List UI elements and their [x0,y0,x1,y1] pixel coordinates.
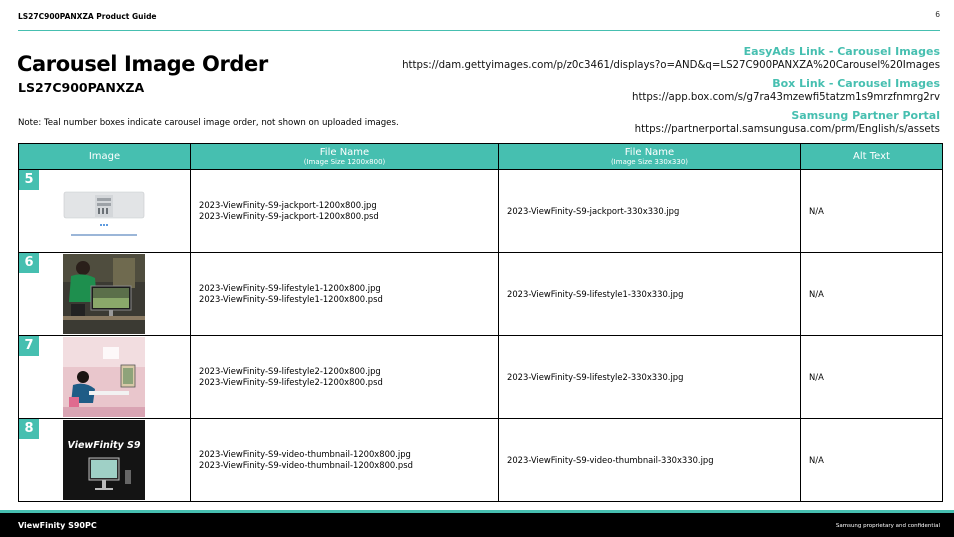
image-cell [19,336,191,419]
file-name-small-cell [499,170,801,253]
top-divider [18,30,940,31]
link-url-box[interactable]: https://app.box.com/s/g7ra43mzewfi5tatzm1s9mrzfnmrg2rv [631,92,940,103]
video-thumbnail-title: ViewFinity S9 [67,440,141,451]
links-panel [402,45,940,141]
header-file-large-label: File Name [319,147,370,158]
file-name-large-cell [191,170,499,253]
file-name-large-cell [191,336,499,419]
alt-text: N/A [809,371,824,382]
file-name-small-cell [499,419,801,502]
file-small: 2023-ViewFinity-S9-video-thumbnail-330x330.jpg [507,454,714,465]
link-block-partner-portal [402,109,940,137]
header-file-large-size: (Image Size 1200x800) [303,158,386,166]
order-badge: 6 [19,253,39,273]
alt-text-cell [801,253,943,336]
link-title-partner-portal: Samsung Partner Portal [791,109,940,122]
alt-text: N/A [809,454,824,465]
header-alt-text [801,144,943,170]
file-jpg: 2023-ViewFinity-S9-video-thumbnail-1200x800.jpg [199,449,411,459]
file-jpg: 2023-ViewFinity-S9-lifestyle1-1200x800.jpg [199,283,381,293]
link-title-easyads: EasyAds Link - Carousel Images [743,45,940,58]
link-url-partner-portal[interactable]: https://partnerportal.samsungusa.com/prm/English/s/assets [634,124,940,135]
alt-text-cell [801,419,943,502]
order-badge: 5 [19,170,39,190]
link-url-easyads[interactable]: https://dam.gettyimages.com/p/z0c3461/displays?o=AND&q=LS27C900PANXZA%20Carousel%20Images [402,60,940,71]
order-badge: 7 [19,336,39,356]
file-psd: 2023-ViewFinity-S9-video-thumbnail-1200x800.psd [199,460,413,470]
footer-product: ViewFinity S90PC [18,521,97,530]
table-row [19,170,943,253]
file-name-large-cell [191,419,499,502]
footer-confidential: Samsung proprietary and confidential [835,523,940,529]
image-cell [19,170,191,253]
file-jpg: 2023-ViewFinity-S9-lifestyle2-1200x800.jpg [199,366,381,376]
table-row [19,336,943,419]
footer-bar [0,510,954,537]
carousel-table [18,143,943,502]
file-psd: 2023-ViewFinity-S9-lifestyle1-1200x800.psd [199,294,383,304]
jackport-thumbnail [61,180,147,244]
table-row [19,419,943,502]
alt-text: N/A [809,205,824,216]
table-row [19,253,943,336]
file-name-small-cell [499,253,801,336]
header-image-label: Image [88,151,121,162]
file-small: 2023-ViewFinity-S9-lifestyle1-330x330.jpg [507,288,684,299]
file-psd: 2023-ViewFinity-S9-jackport-1200x800.psd [199,211,379,221]
page-number: 6 [935,10,940,19]
link-block-box [402,77,940,105]
file-small: 2023-ViewFinity-S9-jackport-330x330.jpg [507,205,680,216]
header-file-small-size: (Image Size 330x330) [610,158,689,166]
order-badge: 8 [19,419,39,439]
file-name-small-cell [499,336,801,419]
image-cell [19,419,191,502]
link-title-box: Box Link - Carousel Images [772,77,940,90]
alt-text-cell [801,170,943,253]
page-title: Carousel Image Order [17,52,268,76]
lifestyle2-thumbnail [63,337,145,417]
header-file-small [499,144,801,170]
model-number: LS27C900PANXZA [18,80,145,95]
video-thumbnail [63,420,145,500]
doc-title: LS27C900PANXZA Product Guide [18,12,157,21]
file-psd: 2023-ViewFinity-S9-lifestyle2-1200x800.psd [199,377,383,387]
link-block-easyads [402,45,940,73]
table-header-row [19,144,943,170]
image-cell [19,253,191,336]
alt-text: N/A [809,288,824,299]
file-name-large-cell [191,253,499,336]
header-file-large [191,144,499,170]
file-jpg: 2023-ViewFinity-S9-jackport-1200x800.jpg [199,200,377,210]
file-small: 2023-ViewFinity-S9-lifestyle2-330x330.jpg [507,371,684,382]
lifestyle1-thumbnail [63,254,145,334]
header-image [19,144,191,170]
order-note: Note: Teal number boxes indicate carousel image order, not shown on uploaded images. [18,118,399,128]
header-alt-text-label: Alt Text [853,151,890,162]
header-file-small-label: File Name [624,147,675,158]
alt-text-cell [801,336,943,419]
